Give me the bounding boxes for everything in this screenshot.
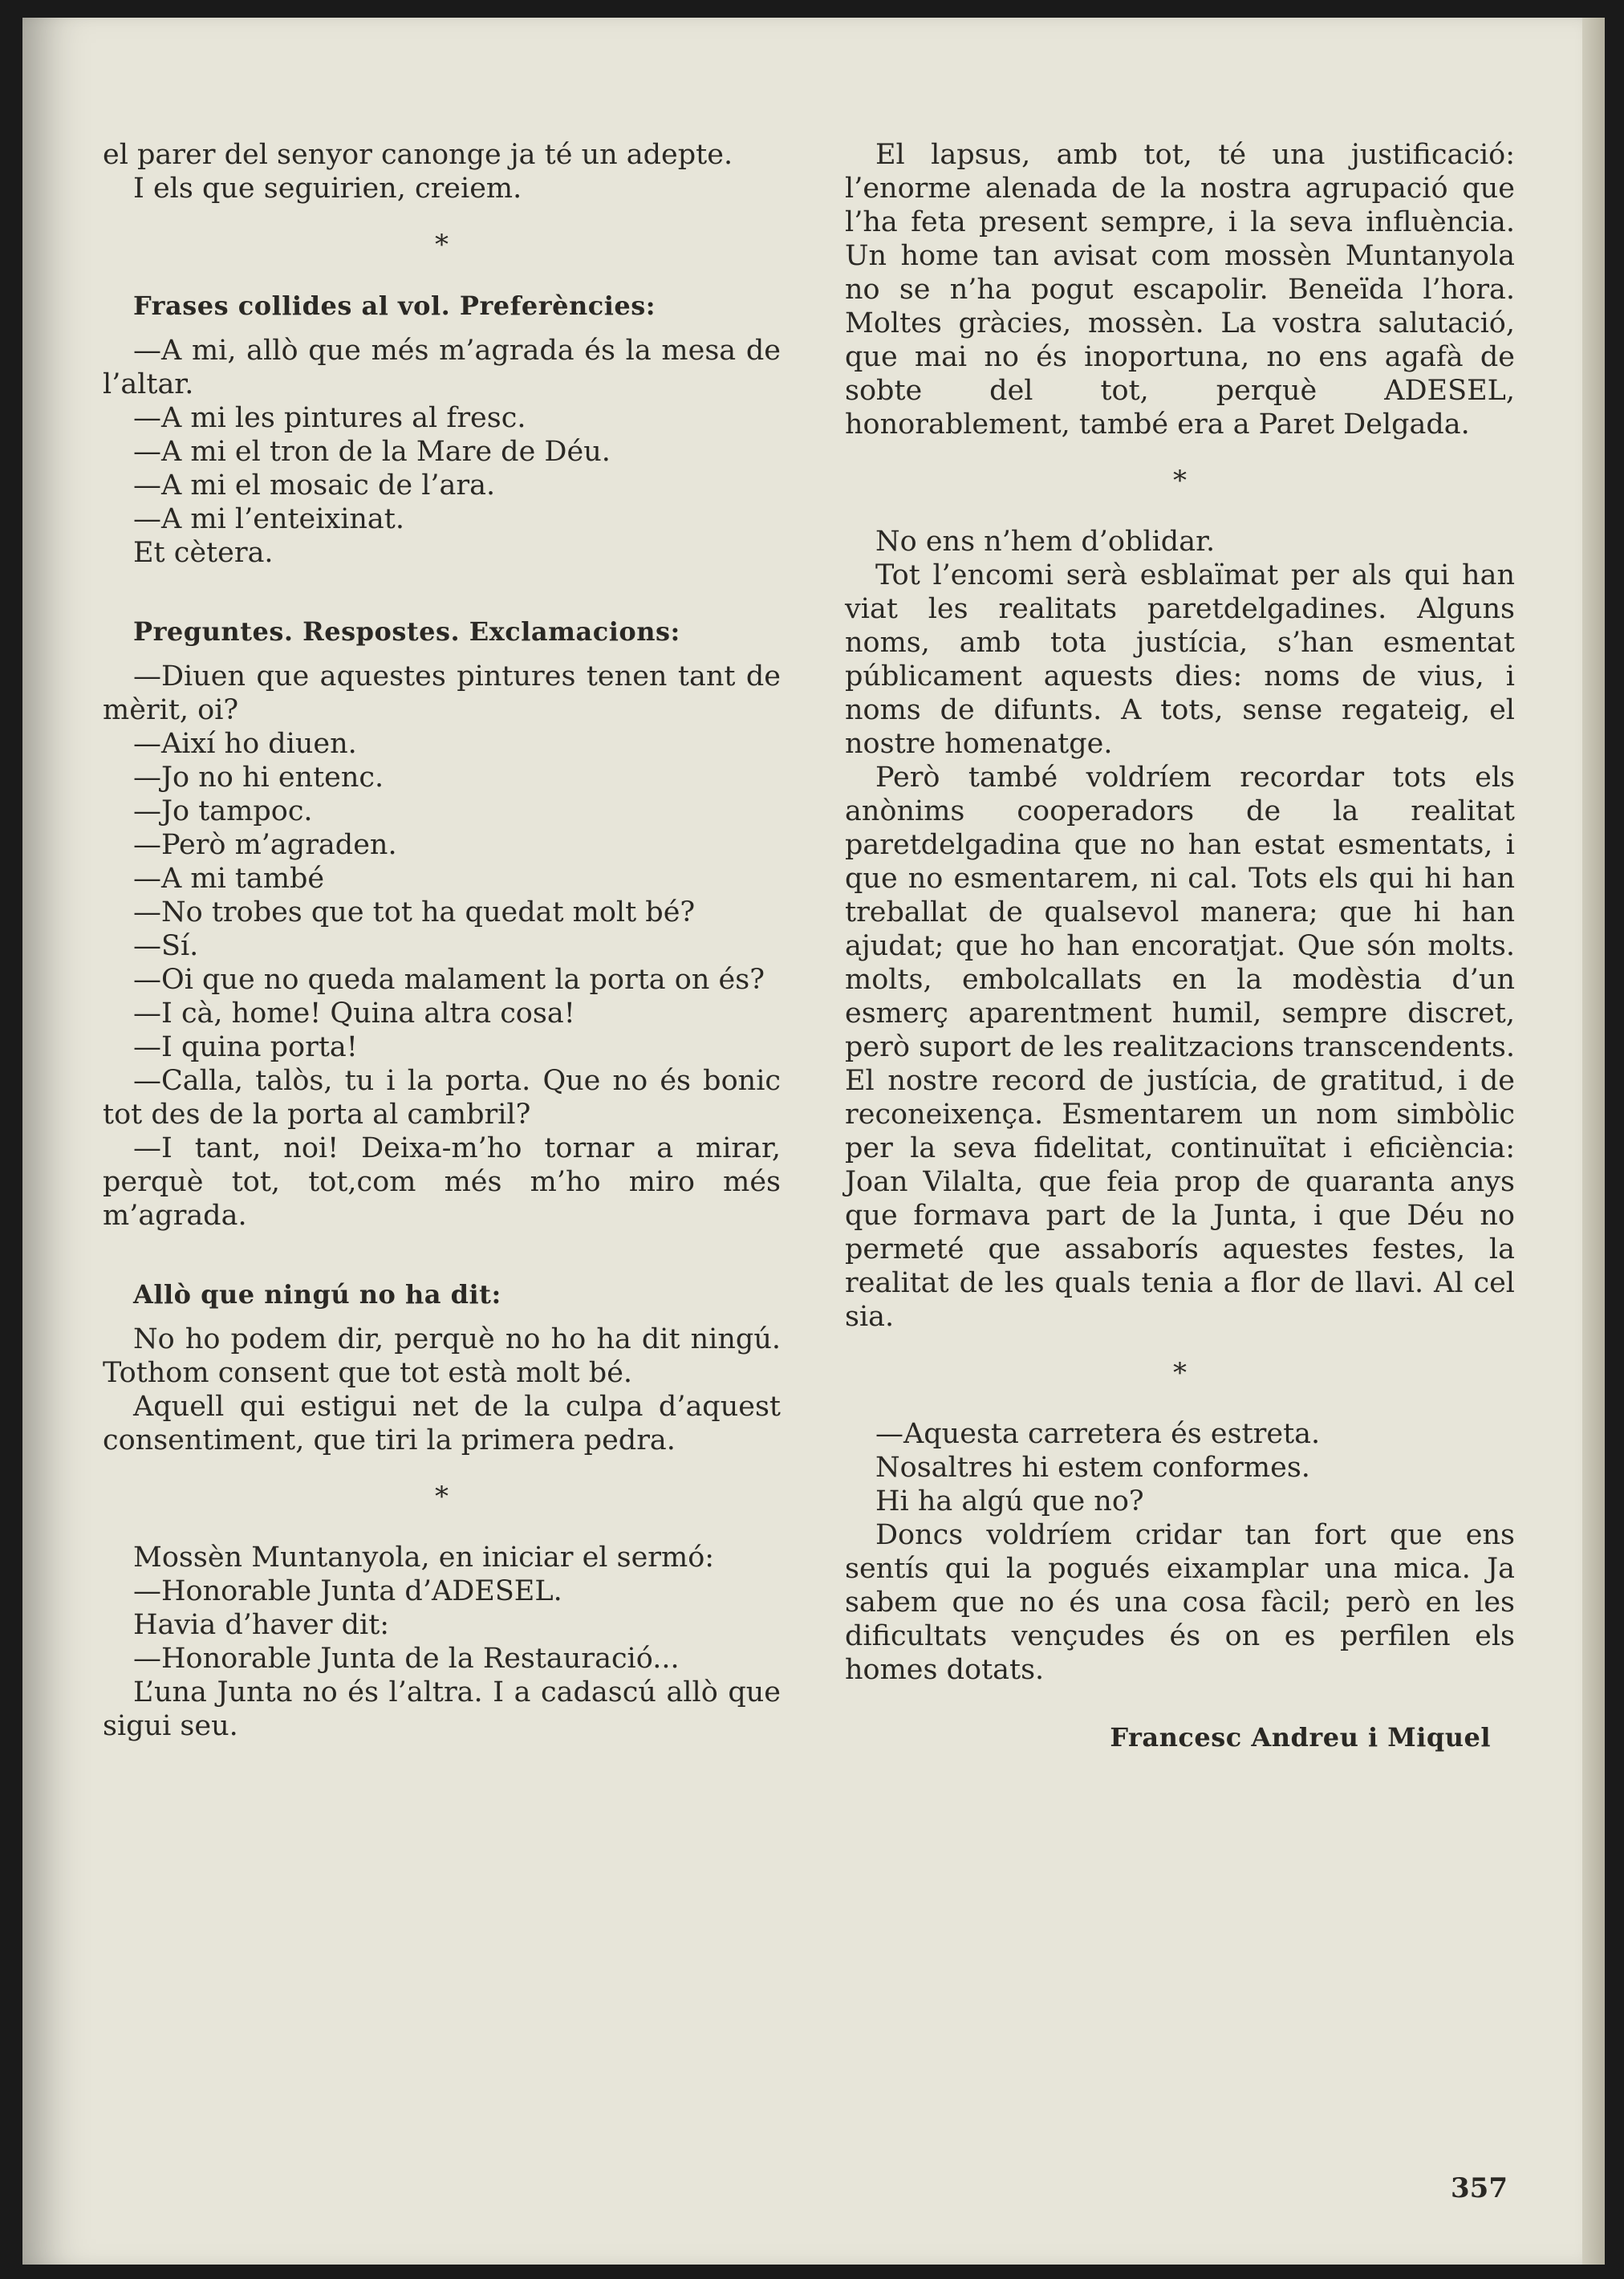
right-column <box>845 138 1515 1754</box>
paragraph: —A mi, allò que més m’agrada és la mesa de l’altar. <box>103 335 781 400</box>
paragraph: Havia d’haver dit: <box>133 1609 390 1641</box>
paragraph: —A mi l’enteixinat. <box>133 503 404 535</box>
paragraph: —No trobes que tot ha quedat molt bé? <box>133 896 696 928</box>
paragraph: —Jo no hi entenc. <box>133 762 384 794</box>
paragraph: Aquell qui estigui net de la culpa d’aquest consentiment, que tiri la primera pedra. <box>103 1391 781 1456</box>
paragraph: —Oi que no queda malament la porta on és? <box>133 964 765 996</box>
paragraph: —Honorable Junta d’ADESEL. <box>133 1575 562 1607</box>
page-edge <box>1582 18 1605 2265</box>
section-separator: * <box>435 229 449 261</box>
section-heading: Frases collides al vol. Preferències: <box>133 290 656 321</box>
paragraph: —Però m’agraden. <box>133 829 397 861</box>
paragraph: El lapsus, amb tot, té una justificació: l’enorme alenada de la nostra agrupació que l’ha feta present sempre, i la seva influència. Un home tan avisat com mossèn Muntanyola no se n’ha pogut escapolir. Beneïda l’hora. Moltes gràcies, mossèn. La vostra salutació, que mai no és inoportuna, no ens agafà de sobte del tot, perquè ADESEL, honorablement, també era a Paret Delgada. <box>845 139 1515 441</box>
paragraph: —Aquesta carretera és estreta. <box>875 1418 1321 1450</box>
paragraph: Tot l’encomi serà esblaïmat per als qui han viat les realitats paretdelgadines. Alguns noms, amb tota justícia, s’han esmentat públicament aquests dies: noms de vius, i noms de difunts. A tots, sense regateig, el nostre homenatge. <box>845 559 1515 760</box>
paragraph: Mossèn Muntanyola, en iniciar el sermó: <box>133 1542 715 1574</box>
section-separator: * <box>1173 1357 1187 1389</box>
paragraph: —I cà, home! Quina altra cosa! <box>133 997 575 1030</box>
paragraph: —Calla, talòs, tu i la porta. Que no és bonic tot des de la porta al cambril? <box>103 1065 781 1131</box>
paragraph: —Així ho diuen. <box>133 728 357 760</box>
paragraph: —Diuen que aquestes pintures tenen tant de mèrit, oi? <box>103 660 781 726</box>
section-separator: * <box>1173 465 1187 497</box>
section-separator: * <box>435 1481 449 1513</box>
paragraph: L’una Junta no és l’altra. I a cadascú allò que sigui seu. <box>103 1676 781 1742</box>
paragraph: Però també voldríem recordar tots els anònims cooperadors de la realitat paretdelgadina que no han estat esmentats, i que no esmentarem, ni cal. Tots els qui hi han treballat de qualsevol manera; que hi han ajudat; que ho han encoratjat. Que són molts. molts, embolcallats en la modèstia d’un esmerç aparentment humil, sempre discret, però suport de les realitzacions transcendents. El nostre record de justícia, de gratitud, i de reconeixença. Esmentarem un nom simbòlic per la seva fidelitat, continuïtat i eficiència: Joan Vilalta, que feia prop de quaranta anys que formava part de la Junta, i que Déu no permeté que assaborís aquestes festes, la realitat de les quals tenia a flor de llavi. Al cel sia. <box>845 762 1515 1333</box>
paragraph: Nosaltres hi estem conformes. <box>875 1452 1310 1484</box>
paragraph: Hi ha algú que no? <box>875 1485 1144 1517</box>
paragraph: —A mi també <box>133 863 325 895</box>
paragraph: No ens n’hem d’oblidar. <box>875 526 1216 558</box>
section-heading: Preguntes. Respostes. Exclamacions: <box>133 616 680 647</box>
paragraph: No ho podem dir, perquè no ho ha dit ningú. Tothom consent que tot està molt bé. <box>103 1323 781 1389</box>
page-number: 357 <box>1451 2172 1508 2204</box>
paragraph: —A mi les pintures al fresc. <box>133 402 526 434</box>
left-column <box>103 138 781 1743</box>
section-heading: Allò que ningú no ha dit: <box>133 1279 501 1310</box>
paragraph: el parer del senyor canonge ja té un adepte. <box>103 139 733 171</box>
document-page <box>22 18 1605 2265</box>
paragraph: —Jo tampoc. <box>133 795 313 827</box>
paragraph: I els que seguirien, creiem. <box>133 173 522 205</box>
paragraph: —I tant, noi! Deixa-m’ho tornar a mirar, perquè tot, tot,com més m’ho miro més m’agrada. <box>103 1132 781 1232</box>
paragraph: —Honorable Junta de la Restauració... <box>133 1643 680 1675</box>
paragraph: —A mi el mosaic de l’ara. <box>133 469 496 502</box>
paragraph: Doncs voldríem cridar tan fort que ens sentís qui la pogués eixamplar una mica. Ja sabem que no és una cosa fàcil; però en les dificultats vençudes és on es perfilen els homes dotats. <box>845 1519 1515 1686</box>
paragraph: —Sí. <box>133 930 199 962</box>
paragraph: Et cètera. <box>133 537 274 569</box>
paragraph: —A mi el tron de la Mare de Déu. <box>133 436 611 468</box>
author-signature: Francesc Andreu i Miquel <box>1110 1722 1491 1753</box>
paragraph: —I quina porta! <box>133 1031 358 1063</box>
